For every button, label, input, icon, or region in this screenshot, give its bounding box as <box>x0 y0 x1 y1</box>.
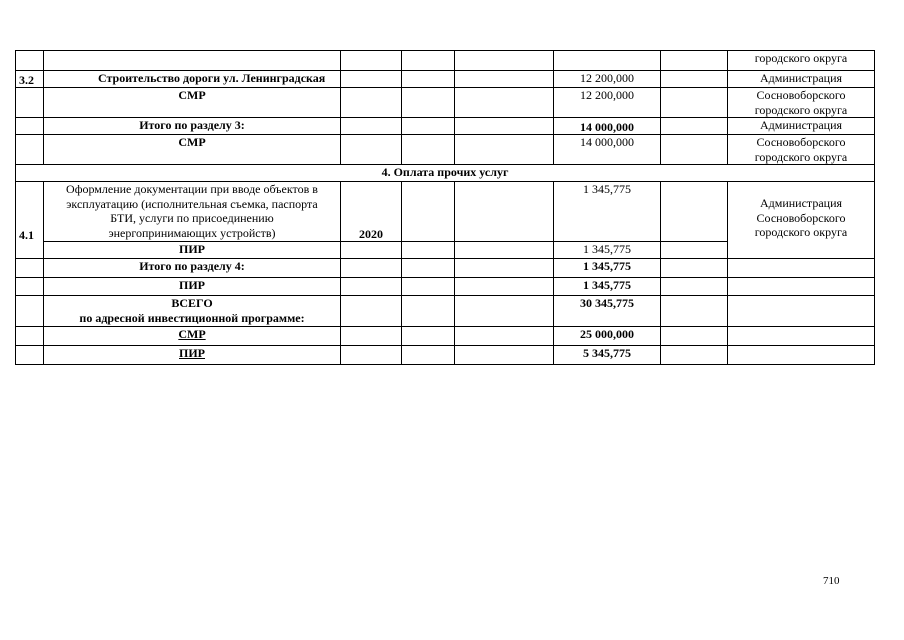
amount-value: 14 000,000 <box>580 119 634 134</box>
cell-empty <box>402 88 455 118</box>
amount-value: 1 345,775 <box>583 242 631 256</box>
cell-empty <box>455 278 554 296</box>
cell-empty <box>402 346 455 365</box>
cell-empty <box>402 296 455 327</box>
subtype-label: СМР <box>178 88 206 102</box>
responsible-text: Сосновоборского <box>756 210 846 225</box>
item-title: Строительство дороги ул. Ленинградская <box>98 71 326 85</box>
cell-empty <box>341 296 402 327</box>
cell-empty <box>341 259 402 278</box>
cell-item-description <box>44 182 341 242</box>
cell-empty <box>661 71 728 88</box>
amount-value: 5 345,775 <box>583 346 631 360</box>
cell-empty <box>455 182 554 242</box>
section-title: 4. Оплата прочих услуг <box>381 165 509 179</box>
cell-empty <box>661 88 728 118</box>
responsible-text: городского округа <box>754 149 848 164</box>
cell-empty <box>341 278 402 296</box>
cell-year <box>341 182 402 242</box>
cell-empty <box>728 327 875 346</box>
cell-empty <box>341 51 402 71</box>
cell-empty <box>661 51 728 71</box>
year-value: 2020 <box>359 226 383 241</box>
cell-empty <box>341 118 402 135</box>
cell-empty <box>16 51 44 71</box>
cell-amount <box>554 296 661 327</box>
cell-empty <box>341 135 402 165</box>
cell-subtype-label <box>44 88 341 118</box>
cell-amount <box>554 242 661 259</box>
cell-responsible <box>728 135 875 165</box>
cell-empty <box>455 71 554 88</box>
cell-empty <box>661 296 728 327</box>
cell-empty <box>402 327 455 346</box>
description-line: БТИ, услуги по присоединению <box>110 211 274 225</box>
cell-empty <box>455 242 554 259</box>
cell-amount <box>554 327 661 346</box>
cell-empty <box>16 259 44 278</box>
total-label: Итого по разделу 4: <box>139 259 245 273</box>
cell-empty <box>661 259 728 278</box>
amount-value: 12 200,000 <box>580 88 634 102</box>
cell-empty <box>16 88 44 118</box>
cell-amount <box>554 182 661 242</box>
table-row-total-section-4 <box>16 259 875 278</box>
cell-empty <box>455 88 554 118</box>
cell-empty <box>455 118 554 135</box>
cell-empty <box>16 346 44 365</box>
investment-program-table <box>15 50 875 365</box>
cell-responsible <box>728 88 875 118</box>
cell-empty <box>402 135 455 165</box>
cell-amount <box>554 71 661 88</box>
cell-empty <box>455 327 554 346</box>
subtype-label: СМР <box>178 135 206 149</box>
subtype-label: ПИР <box>179 278 205 292</box>
cell-empty <box>554 51 661 71</box>
cell-empty <box>402 182 455 242</box>
cell-amount <box>554 259 661 278</box>
cell-empty <box>402 118 455 135</box>
cell-empty <box>728 278 875 296</box>
cell-empty <box>455 296 554 327</box>
amount-value: 1 345,775 <box>583 182 631 196</box>
amount-value: 14 000,000 <box>580 135 634 149</box>
cell-amount <box>554 88 661 118</box>
cell-empty <box>16 327 44 346</box>
cell-grand-total-label <box>44 296 341 327</box>
table-row-total-section-3 <box>16 118 875 135</box>
cell-subtype-label <box>44 242 341 259</box>
cell-subtype-label <box>44 346 341 365</box>
table-row-grand-total <box>16 296 875 327</box>
section-header-cell <box>16 165 875 182</box>
cell-empty <box>44 51 341 71</box>
cell-empty <box>728 259 875 278</box>
table-row-total-section-4-pir <box>16 278 875 296</box>
cell-total-label <box>44 118 341 135</box>
cell-empty <box>728 296 875 327</box>
cell-empty <box>661 346 728 365</box>
cell-empty <box>402 242 455 259</box>
grand-total-label: ВСЕГО <box>171 296 213 310</box>
responsible-text: Администрация <box>759 118 843 132</box>
cell-total-label <box>44 259 341 278</box>
item-number: 4.1 <box>19 228 34 242</box>
responsible-text: городского округа <box>754 51 848 65</box>
cell-empty <box>16 118 44 135</box>
cell-empty <box>402 259 455 278</box>
cell-empty <box>455 346 554 365</box>
cell-empty <box>661 135 728 165</box>
cell-empty <box>455 259 554 278</box>
cell-empty <box>661 242 728 259</box>
page-number: 710 <box>823 575 840 587</box>
cell-empty <box>455 135 554 165</box>
subtype-label: ПИР <box>179 242 205 256</box>
cell-empty <box>402 71 455 88</box>
cell-responsible <box>728 182 875 259</box>
responsible-text: Сосновоборского <box>756 88 846 102</box>
cell-empty <box>16 296 44 327</box>
table-row-section-4-header <box>16 165 875 182</box>
table-row-continuation <box>16 51 875 71</box>
cell-empty <box>661 182 728 242</box>
amount-value: 25 000,000 <box>580 327 634 341</box>
cell-empty <box>16 135 44 165</box>
cell-empty <box>402 278 455 296</box>
description-line: эксплуатацию (исполнительная съемка, паспорта <box>66 196 318 211</box>
cell-empty <box>661 118 728 135</box>
cell-empty <box>16 278 44 296</box>
description-line: Оформление документации при вводе объектов в <box>66 182 318 196</box>
cell-responsible <box>728 51 875 71</box>
cell-empty <box>402 51 455 71</box>
cell-empty <box>341 88 402 118</box>
amount-value: 12 200,000 <box>580 71 634 85</box>
cell-amount <box>554 118 661 135</box>
responsible-text: Сосновоборского <box>756 135 846 149</box>
cell-responsible <box>728 71 875 88</box>
cell-empty <box>661 278 728 296</box>
cell-subtype-label <box>44 278 341 296</box>
cell-subtype-label <box>44 135 341 165</box>
cell-empty <box>661 327 728 346</box>
subtype-label: СМР <box>178 327 206 341</box>
table-row-3-2-smr <box>16 88 875 118</box>
responsible-text: городского округа <box>754 102 848 117</box>
cell-responsible <box>728 118 875 135</box>
amount-value: 30 345,775 <box>580 296 634 310</box>
grand-total-label: по адресной инвестиционной программе: <box>79 310 305 325</box>
cell-empty <box>728 346 875 365</box>
table-row-3-2 <box>16 71 875 88</box>
responsible-text: городского округа <box>754 225 848 239</box>
description-line: энергопринимающих устройств) <box>108 225 276 240</box>
table-row-total-section-3-smr <box>16 135 875 165</box>
cell-item-title <box>44 71 341 88</box>
amount-value: 1 345,775 <box>583 259 631 273</box>
cell-amount <box>554 135 661 165</box>
cell-empty <box>455 51 554 71</box>
table-row-4-1 <box>16 182 875 242</box>
subtype-label: ПИР <box>179 346 205 360</box>
table-row-grand-total-smr <box>16 327 875 346</box>
cell-empty <box>341 242 402 259</box>
cell-item-number <box>16 182 44 259</box>
amount-value: 1 345,775 <box>583 278 631 292</box>
responsible-text: Администрация <box>759 71 843 85</box>
cell-item-number <box>16 71 44 88</box>
cell-empty <box>341 71 402 88</box>
total-label: Итого по разделу 3: <box>139 118 245 132</box>
cell-subtype-label <box>44 327 341 346</box>
table-row-grand-total-pir <box>16 346 875 365</box>
cell-empty <box>341 327 402 346</box>
cell-empty <box>341 346 402 365</box>
cell-amount <box>554 346 661 365</box>
item-number: 3.2 <box>19 72 34 87</box>
responsible-text: Администрация <box>759 196 843 210</box>
cell-amount <box>554 278 661 296</box>
